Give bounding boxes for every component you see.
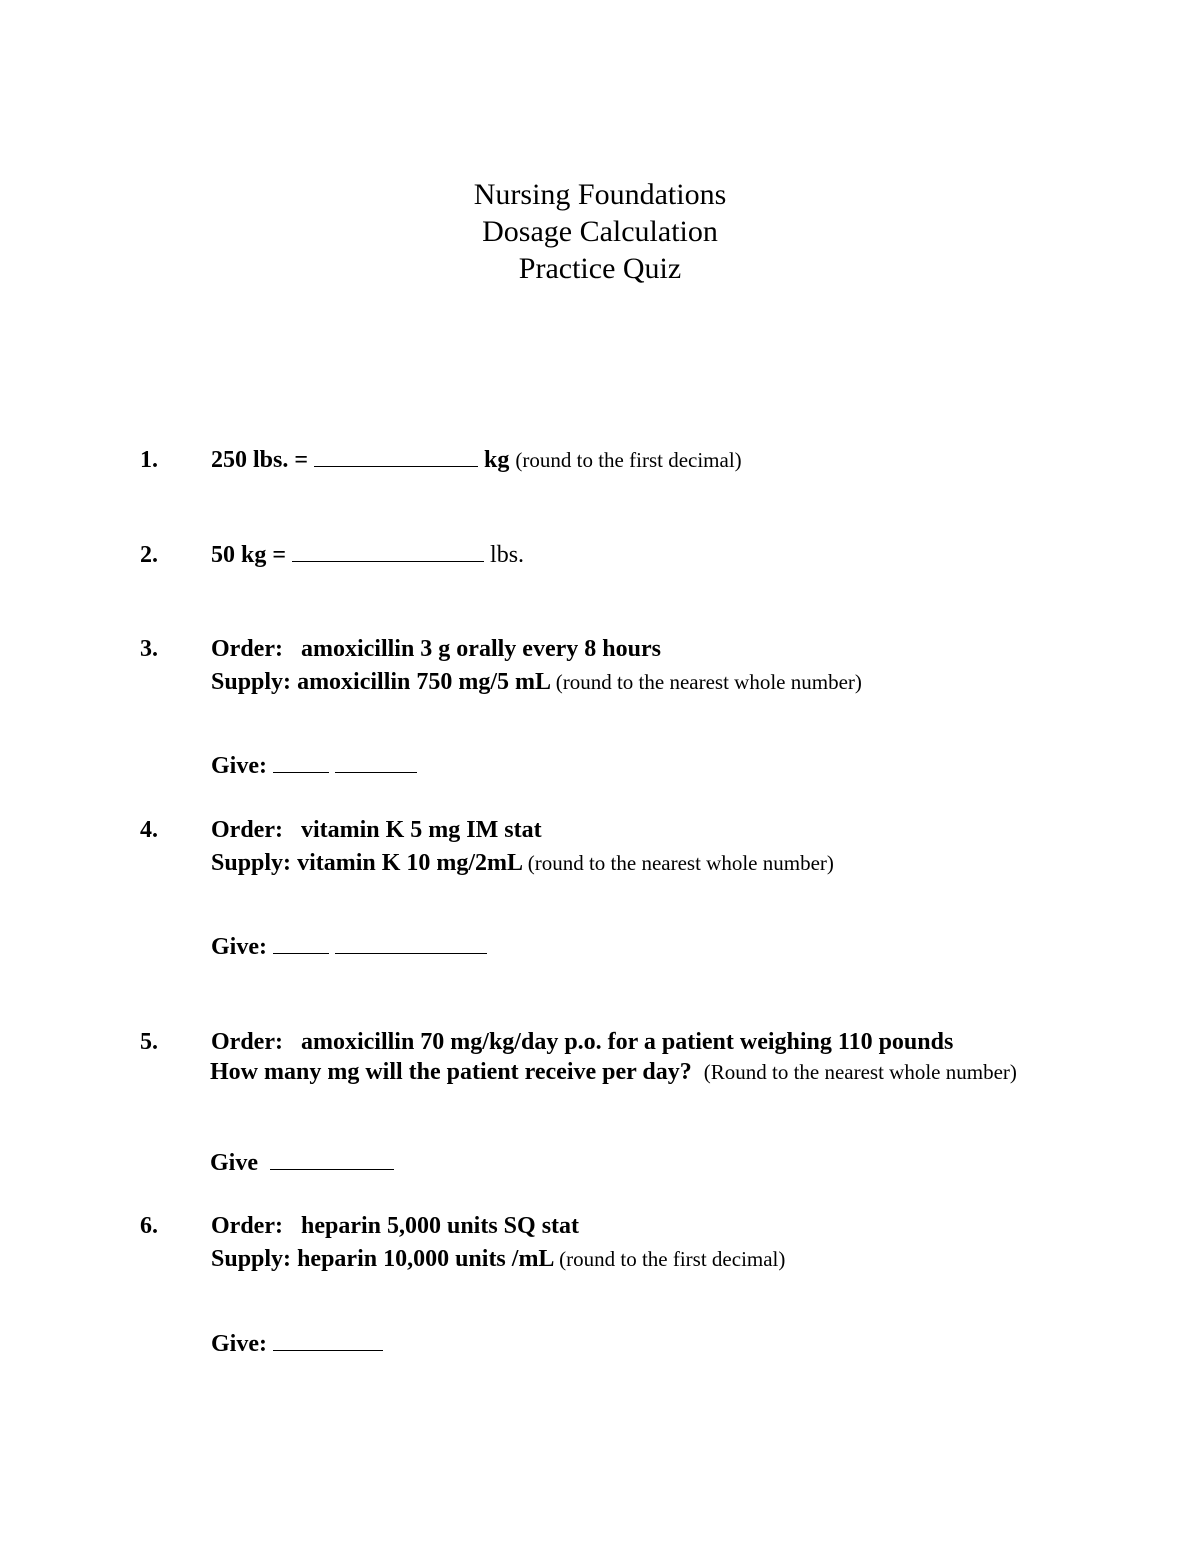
supply-label: Supply: xyxy=(211,669,292,695)
rounding-note: (round to the first decimal) xyxy=(559,1247,786,1271)
order-line xyxy=(211,1026,953,1059)
give-label: Give: xyxy=(211,753,267,779)
order-text: heparin 5,000 units SQ stat xyxy=(300,1213,580,1239)
order-line xyxy=(211,633,661,666)
course-title: Nursing Foundations xyxy=(473,178,727,211)
give-line xyxy=(211,750,417,783)
supply-text: heparin 10,000 units /mL xyxy=(297,1246,554,1272)
amount-blank[interactable] xyxy=(273,931,329,954)
quiz-type-title: Practice Quiz xyxy=(518,252,682,285)
give-label: Give: xyxy=(211,1331,267,1357)
question-number: 3. xyxy=(140,636,158,662)
rounding-note: (round to the nearest whole number) xyxy=(555,670,862,694)
question-number: 6. xyxy=(140,1213,158,1239)
supply-line xyxy=(211,847,834,880)
answer-blank[interactable] xyxy=(314,444,478,467)
supply-line xyxy=(211,1243,785,1276)
question-text: How many mg will the patient receive per day? xyxy=(210,1059,692,1085)
rounding-note: (round to the nearest whole number) xyxy=(527,851,834,875)
supply-label: Supply: xyxy=(211,1246,292,1272)
rounding-note: (Round to the nearest whole number) xyxy=(703,1060,1017,1084)
give-line xyxy=(211,931,487,964)
answer-blank[interactable] xyxy=(292,539,484,562)
question-line xyxy=(211,539,524,572)
question-prefix: 50 kg = xyxy=(211,542,293,568)
supply-text: vitamin K 10 mg/2mL xyxy=(297,850,522,876)
question-number: 2. xyxy=(140,542,158,568)
order-text: amoxicillin 3 g orally every 8 hours xyxy=(300,636,661,662)
give-label: Give xyxy=(210,1150,258,1176)
supply-text: amoxicillin 750 mg/5 mL xyxy=(297,669,550,695)
quiz-title xyxy=(0,176,1200,287)
question-unit: kg xyxy=(478,447,510,473)
order-label: Order: xyxy=(211,636,283,662)
order-text: amoxicillin 70 mg/kg/day p.o. for a patient weighing 110 pounds xyxy=(300,1029,954,1055)
question-unit: lbs. xyxy=(484,542,525,568)
order-line xyxy=(211,814,542,847)
give-label: Give: xyxy=(211,934,267,960)
question-prefix: 250 lbs. = xyxy=(211,447,315,473)
amount-blank[interactable] xyxy=(273,750,329,773)
question-number: 5. xyxy=(140,1029,158,1055)
order-label: Order: xyxy=(211,1213,283,1239)
supply-line xyxy=(211,666,862,699)
give-line xyxy=(210,1147,394,1180)
question-number: 4. xyxy=(140,817,158,843)
order-line xyxy=(211,1210,579,1243)
order-label: Order: xyxy=(211,817,283,843)
question-line xyxy=(210,1059,1030,1085)
unit-blank[interactable] xyxy=(335,931,487,954)
order-text: vitamin K 5 mg IM stat xyxy=(300,817,542,843)
give-line xyxy=(211,1328,383,1361)
order-label: Order: xyxy=(211,1029,283,1055)
question-line xyxy=(211,444,742,477)
answer-blank[interactable] xyxy=(273,1328,383,1351)
supply-label: Supply: xyxy=(211,850,292,876)
rounding-note: (round to the first decimal) xyxy=(515,448,742,472)
question-number: 1. xyxy=(140,447,158,473)
answer-blank[interactable] xyxy=(270,1147,394,1170)
topic-title: Dosage Calculation xyxy=(482,215,718,248)
unit-blank[interactable] xyxy=(335,750,417,773)
